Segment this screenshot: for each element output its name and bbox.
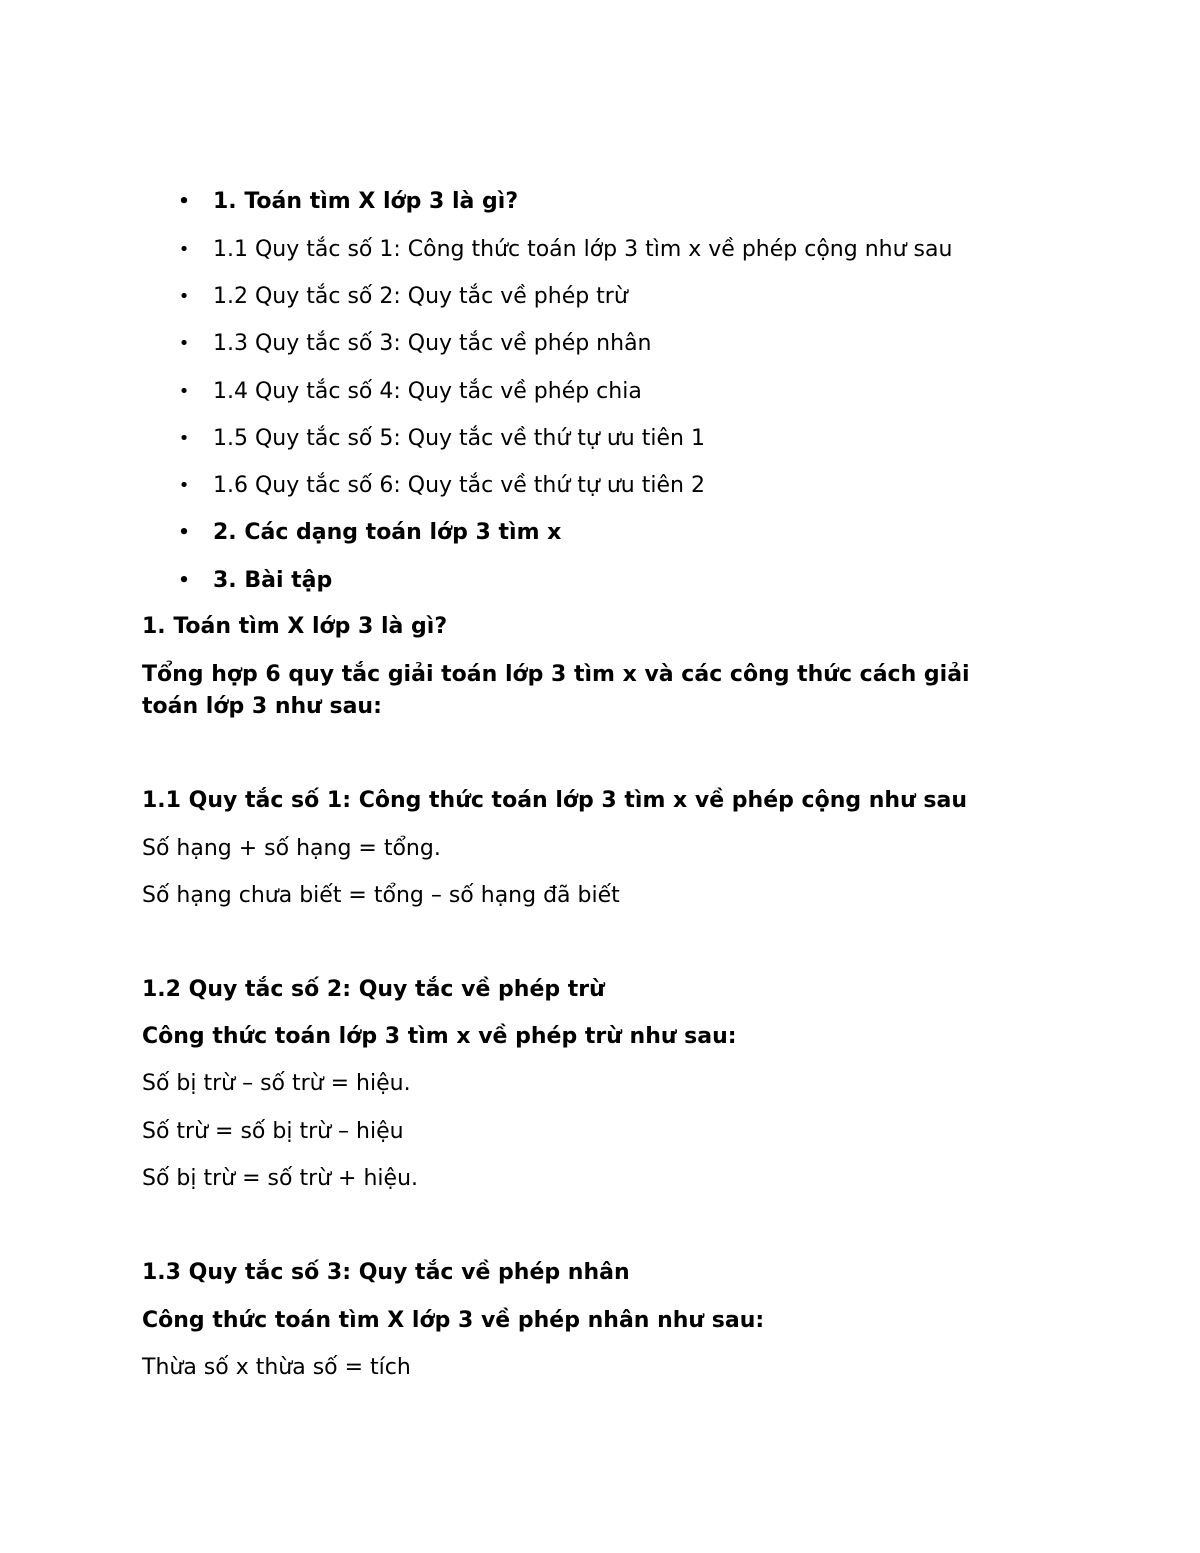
bullet-icon: • [178,381,190,402]
toc-item-label: 2. Các dạng toán lớp 3 tìm x [213,520,562,545]
toc-item-label: 1.4 Quy tắc số 4: Quy tắc về phép chia [213,379,642,404]
bullet-icon: • [178,286,190,307]
toc-item-label: 1.6 Quy tắc số 6: Quy tắc về thứ tự ưu tiên 2 [213,473,705,498]
toc-item-label: 1.3 Quy tắc số 3: Quy tắc về phép nhân [213,331,652,356]
toc-item-label: 1.1 Quy tắc số 1: Công thức toán lớp 3 tìm x về phép cộng như sau [213,237,953,262]
bullet-icon: • [178,570,190,591]
formula-line: Số bị trừ = số trừ + hiệu. [142,1166,418,1191]
rule-heading: 1.1 Quy tắc số 1: Công thức toán lớp 3 tìm x về phép cộng như sau [142,788,968,813]
bullet-icon: • [178,475,190,496]
rule-subheading: Công thức toán lớp 3 tìm x về phép trừ như sau: [142,1024,737,1049]
bullet-icon: • [178,333,190,354]
formula-line: Số bị trừ – số trừ = hiệu. [142,1071,411,1096]
bullet-icon: • [178,522,190,543]
bullet-icon: • [178,239,190,260]
formula-line: Số hạng + số hạng = tổng. [142,836,441,861]
toc-item-label: 1.5 Quy tắc số 5: Quy tắc về thứ tự ưu tiên 1 [213,426,705,451]
rule-subheading: Công thức toán tìm X lớp 3 về phép nhân như sau: [142,1308,765,1333]
toc-item-label: 1. Toán tìm X lớp 3 là gì? [213,189,519,214]
section-heading: 1. Toán tìm X lớp 3 là gì? [142,614,448,639]
rule-heading: 1.2 Quy tắc số 2: Quy tắc về phép trừ [142,977,605,1002]
formula-line: Số trừ = số bị trừ – hiệu [142,1119,404,1144]
bullet-icon: • [178,428,190,449]
formula-line: Thừa số x thừa số = tích [142,1355,411,1380]
toc-item-label: 1.2 Quy tắc số 2: Quy tắc về phép trừ [213,284,628,309]
bullet-icon: • [178,191,190,212]
formula-line: Số hạng chưa biết = tổng – số hạng đã biết [142,883,620,908]
rule-heading: 1.3 Quy tắc số 3: Quy tắc về phép nhân [142,1260,630,1285]
intro-text-line: Tổng hợp 6 quy tắc giải toán lớp 3 tìm x và các công thức cách giải [142,662,970,687]
toc-item-label: 3. Bài tập [213,568,333,593]
intro-text-line: toán lớp 3 như sau: [142,694,382,719]
